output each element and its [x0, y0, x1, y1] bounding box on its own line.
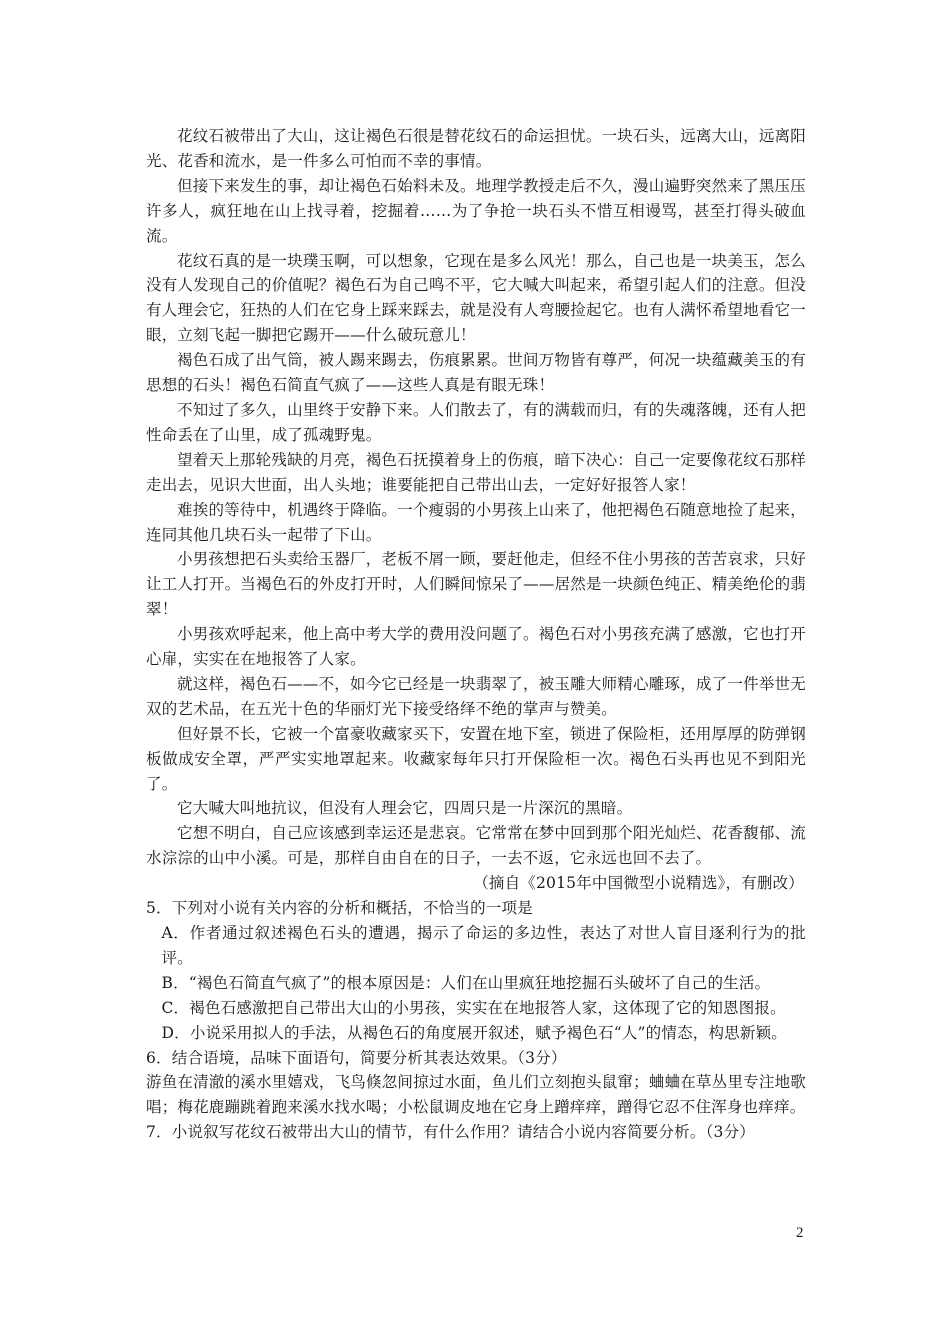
- question-5: [146, 896, 806, 1045]
- story-paragraph: 难挨的等待中，机遇终于降临。一个瘦弱的小男孩上山来了，他把褐色石随意地捡了起来，连同其他几块石头一起带了下山。: [146, 500, 806, 544]
- story-paragraph: 它想不明白，自己应该感到幸运还是悲哀。它常常在梦中回到那个阳光灿烂、花香馥郁、流水淙淙的山中小溪。可是，那样自由自在的日子，一去不返，它永远也回不去了。: [146, 824, 806, 868]
- story-paragraph: 它大喊大叫地抗议，但没有人理会它，四周只是一片深沉的黑暗。: [177, 799, 633, 818]
- story-paragraph: 但接下来发生的事，却让褐色石始料未及。地理学教授走后不久，漫山遍野突然来了黑压压许多人，疯狂地在山上找寻着，挖掘着……为了争抢一块石头不惜互相谩骂，甚至打得头破血流。: [146, 176, 806, 245]
- story-paragraph: 就这样，褐色石——不，如今它已经是一块翡翠了，被玉雕大师精心雕琢，成了一件举世无双的艺术品，在五光十色的华丽灯光下接受络绎不绝的掌声与赞美。: [146, 674, 806, 718]
- story-paragraph: 不知过了多久，山里终于安静下来。人们散去了，有的满载而归，有的失魂落魄，还有人把性命丢在了山里，成了孤魂野鬼。: [146, 400, 806, 444]
- question-6-quote: 游鱼在清澈的溪水里嬉戏，飞鸟倏忽间掠过水面，鱼儿们立刻抱头鼠窜；蛐蛐在草丛里专注地歌唱；梅花鹿蹦跳着跑来溪水找水喝；小松鼠调皮地在它身上蹭痒痒，蹭得它忍不住浑身也痒痒。: [146, 1073, 806, 1117]
- question-5-stem: 5．下列对小说有关内容的分析和概括，不恰当的一项是: [146, 899, 533, 918]
- page-content: [146, 124, 806, 1145]
- story-paragraph: 花纹石真的是一块璞玉啊，可以想象，它现在是多么风光！那么，自己也是一块美玉，怎么没有人发现自己的价值呢？褐色石为自己鸣不平，它大喊大叫起来，希望引起人们的注意。但没有人理会它，狂热的人们在它身上踩来踩去，就是没有人弯腰捡起它。也有人满怀希望地看它一眼，立刻飞起一脚把它踢开——什么破玩意儿！: [146, 251, 806, 345]
- story-paragraph: 褐色石成了出气筒，被人踢来踢去，伤痕累累。世间万物皆有尊严，何况一块蕴藏美玉的有思想的石头！褐色石简直气疯了——这些人真是有眼无珠！: [146, 351, 806, 395]
- story-paragraph: 望着天上那轮残缺的月亮，褐色石抚摸着身上的伤痕，暗下决心：自己一定要像花纹石那样走出去，见识大世面，出人头地；谁要能把自己带出山去，一定好好报答人家！: [146, 450, 806, 494]
- question-5-option-c: C．褐色石感激把自己带出大山的小男孩，实实在在地报答人家，这体现了它的知恩图报。: [161, 998, 786, 1017]
- question-6: [146, 1046, 806, 1121]
- question-5-option-a: A．作者通过叙述褐色石头的遭遇，揭示了命运的多边性，表达了对世人盲目逐利行为的批评。: [161, 924, 806, 967]
- page-number: 2: [796, 1225, 804, 1241]
- story-paragraph: 花纹石被带出了大山，这让褐色石很是替花纹石的命运担忧。一块石头，远离大山，远离阳光、花香和流水，是一件多么可怕而不幸的事情。: [146, 127, 806, 170]
- question-7: [146, 1120, 806, 1145]
- question-7-stem: 7．小说叙写花纹石被带出大山的情节，有什么作用？请结合小说内容简要分析。（3分）: [146, 1123, 755, 1142]
- question-6-stem: 6．结合语境，品味下面语句，简要分析其表达效果。（3分）: [146, 1048, 567, 1067]
- story-text: [146, 124, 806, 896]
- story-paragraph: 但好景不长，它被一个富豪收藏家买下，安置在地下室，锁进了保险柜，还用厚厚的防弹钢板做成安全罩，严严实实地罩起来。收藏家每年只打开保险柜一次。褐色石头再也见不到阳光了。: [146, 724, 806, 793]
- story-paragraph: 小男孩想把石头卖给玉器厂，老板不屑一顾，要赶他走，但经不住小男孩的苦苦哀求，只好让工人打开。当褐色石的外皮打开时，人们瞬间惊呆了——居然是一块颜色纯正、精美绝伦的翡翠！: [146, 550, 806, 619]
- story-paragraph: 小男孩欢呼起来，他上高中考大学的费用没问题了。褐色石对小男孩充满了感激，它也打开心扉，实实在在地报答了人家。: [146, 625, 806, 669]
- question-5-option-b: B．“褐色石简直气疯了”的根本原因是：人们在山里疯狂地挖掘石头破坏了自己的生活。: [161, 973, 771, 992]
- source-citation: （摘自《2015年中国微型小说精选》，有删改）: [473, 874, 804, 893]
- question-5-option-d: D．小说采用拟人的手法，从褐色石的角度展开叙述，赋予褐色石“人”的情态，构思新颖。: [161, 1023, 787, 1042]
